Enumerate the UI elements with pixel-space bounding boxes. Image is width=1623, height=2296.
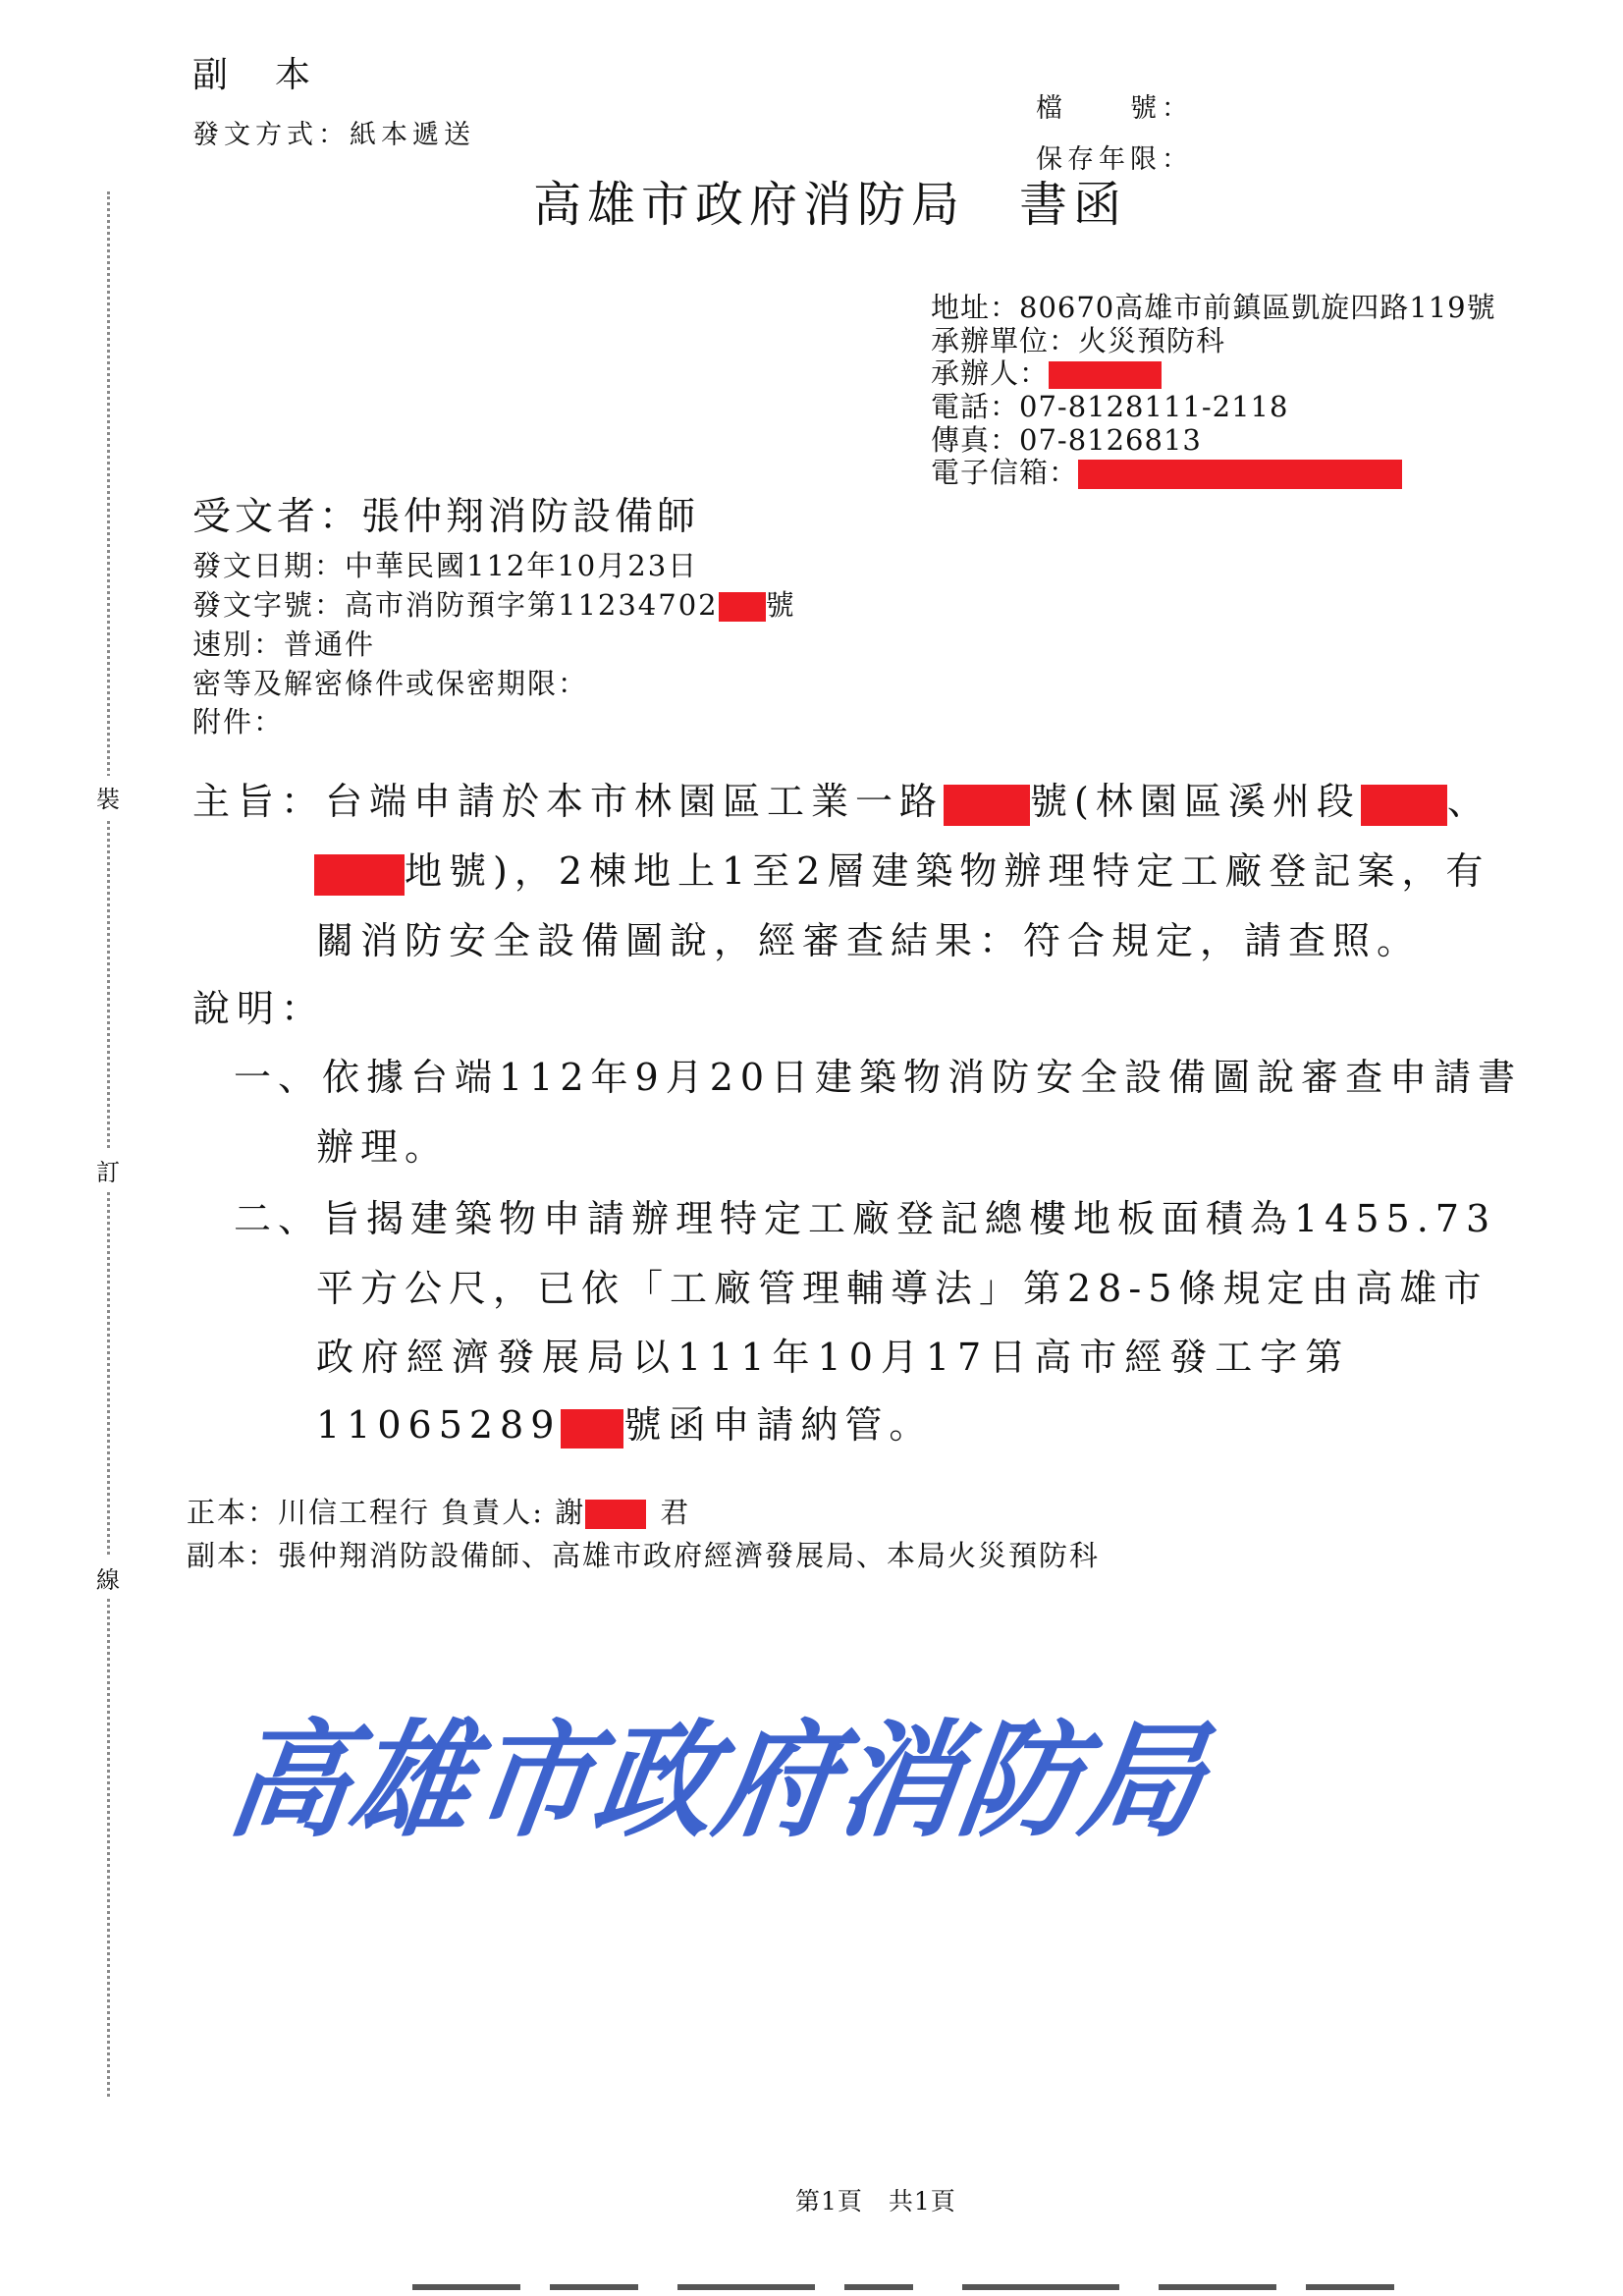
contact-email: [931, 451, 1402, 491]
redaction-case-number: [561, 1409, 623, 1449]
document-number: [192, 583, 796, 624]
subject-line-1: [192, 771, 1491, 826]
explanation-item-1-line-2: 辦理。: [316, 1125, 450, 1169]
subject-text-1a: 台端申請於本市林園區工業一路: [325, 780, 945, 823]
attachment: 附件：: [192, 705, 285, 738]
redaction-email: [1078, 460, 1402, 489]
redaction-owner-name: [585, 1500, 646, 1529]
file-number-label: 檔 號：: [1036, 93, 1193, 124]
binding-mark-zhuang: 裝: [96, 776, 120, 818]
copy-label: 副 本: [192, 55, 317, 95]
explanation-label: 說明：: [192, 987, 326, 1030]
delivery-speed: 速別：普通件: [192, 628, 376, 661]
recipient: 受文者：張仲翔消防設備師: [192, 495, 700, 539]
explanation-item-2-line-1: 二、旨揭建築物申請辦理特定工廠登記總樓地板面積為1455.73: [234, 1197, 1497, 1240]
subject-text-2: 地號)，2棟地上1至2層建築物辦理特定工廠登記案，有: [405, 849, 1490, 893]
case-number-suffix: 號函申請納管。: [623, 1403, 934, 1447]
document-title: 高雄市政府消防局 書函: [533, 177, 1128, 233]
page-number: 第1頁 共1頁: [795, 2187, 956, 2215]
contact-unit: 承辦單位：火災預防科: [931, 324, 1226, 357]
retention-period-label: 保存年限：: [1036, 144, 1193, 175]
doc-number-prefix: 發文字號：高市消防預字第11234702: [192, 588, 719, 622]
official-seal-stamp: 高雄市政府消防局: [219, 1705, 1216, 1855]
original-recipient-prefix: 正本：川信工程行 負責人: 謝: [187, 1496, 586, 1529]
dispatch-method: 發文方式：紙本遞送: [192, 120, 475, 150]
original-recipient: [187, 1491, 690, 1531]
copy-recipients: 副本：張仲翔消防設備師、高雄市政府經濟發展局、本局火災預防科: [187, 1539, 1101, 1572]
contact-address: 地址：80670高雄市前鎮區凱旋四路119號: [931, 291, 1496, 324]
scan-edge-artifact: [0, 2276, 1623, 2296]
binding-dotted-line: [107, 191, 110, 2097]
officer-label: 承辦人：: [931, 356, 1050, 390]
case-number-prefix: 11065289: [316, 1403, 562, 1447]
doc-number-suffix: 號: [765, 588, 796, 622]
contact-phone: 電話：07-8128111-2118: [931, 390, 1289, 423]
explanation-item-2-line-2: 平方公尺，已依「工廠管理輔導法」第28-5條規定由高雄市: [316, 1267, 1488, 1310]
subject-label: 主旨：: [192, 780, 326, 823]
binding-mark-ding: 訂: [96, 1149, 120, 1191]
explanation-item-2-line-3: 政府經濟發展局以111年10月17日高市經發工字第: [316, 1336, 1351, 1379]
redaction-doc-number: [719, 592, 766, 622]
subject-line-2: [314, 841, 1489, 896]
email-label: 電子信箱：: [931, 456, 1079, 489]
redaction-land-section: [1361, 785, 1447, 826]
explanation-item-2-line-4: [316, 1394, 933, 1449]
original-recipient-suffix: 君: [660, 1496, 691, 1529]
contact-fax: 傳真：07-8126813: [931, 423, 1202, 457]
subject-text-1c: 、: [1446, 780, 1491, 823]
subject-text-1b: 號(林園區溪州段: [1030, 780, 1361, 823]
subject-line-3: 關消防安全設備圖說，經審查結果：符合規定，請查照。: [316, 919, 1422, 962]
issue-date: 發文日期：中華民國112年10月23日: [192, 549, 699, 582]
redaction-land-number: [314, 854, 405, 896]
redaction-road-number: [944, 785, 1030, 826]
explanation-item-1-line-1: 一、依據台端112年9月20日建築物消防安全設備圖說審查申請書: [234, 1056, 1523, 1099]
secrecy-level: 密等及解密條件或保密期限：: [192, 667, 589, 700]
binding-mark-xian: 線: [96, 1557, 120, 1599]
